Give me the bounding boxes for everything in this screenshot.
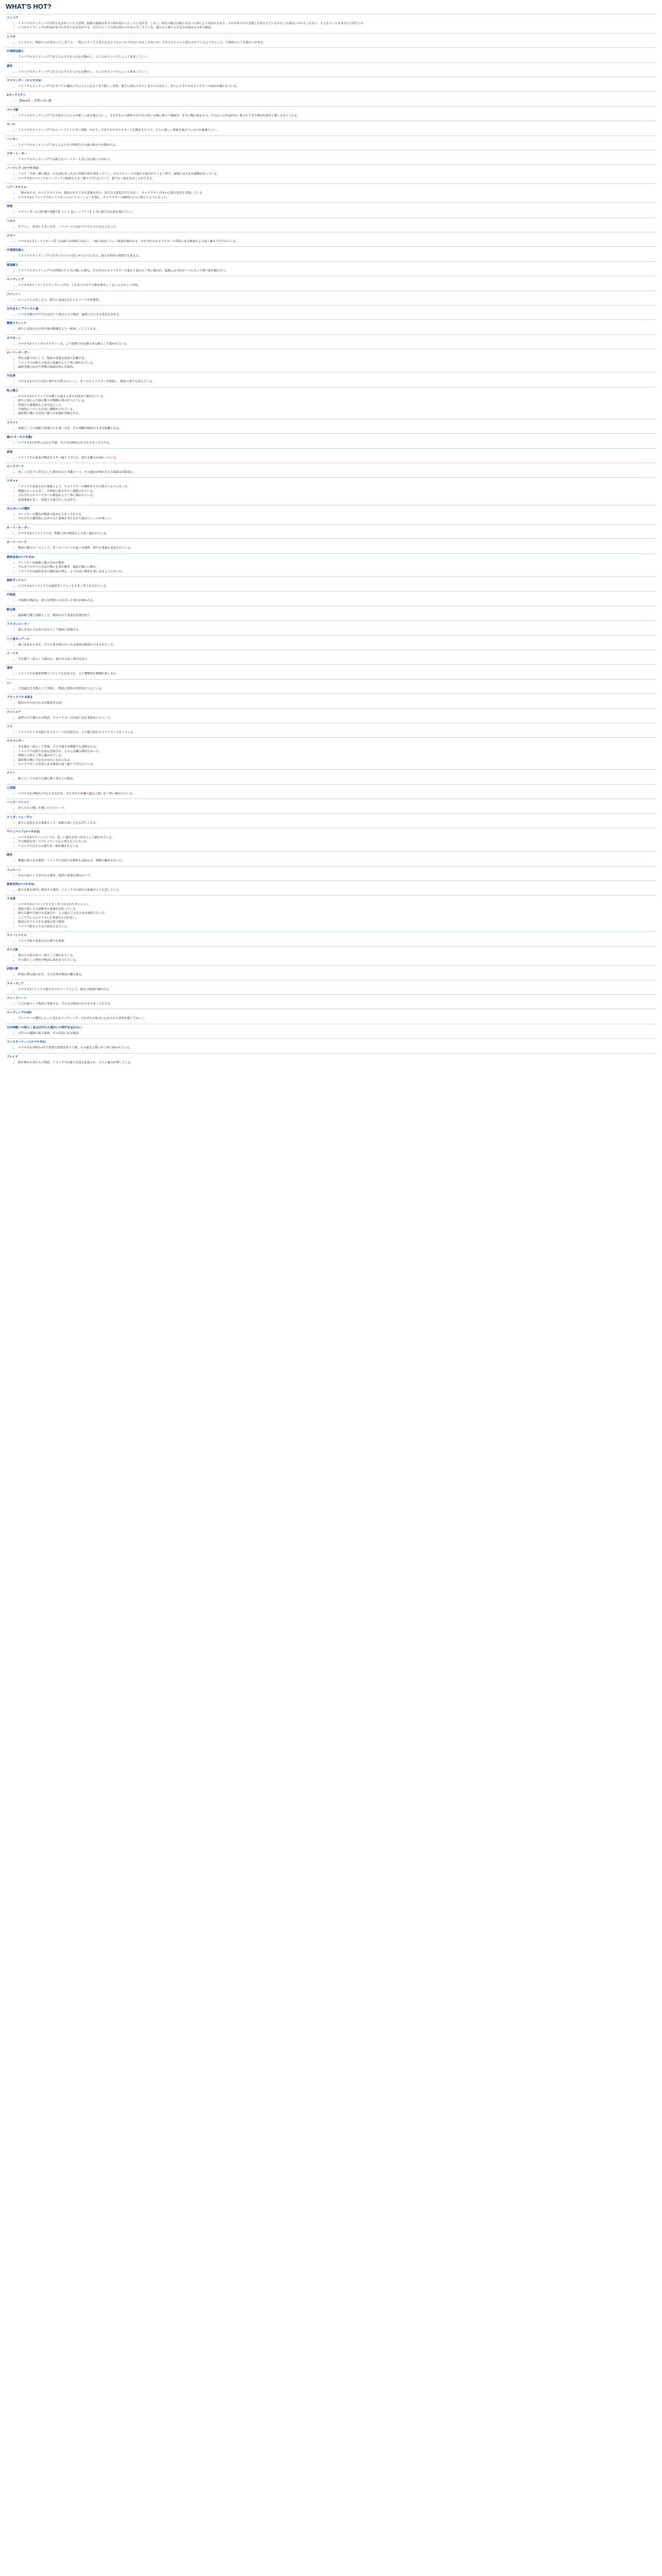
topic-section	[6, 91, 656, 103]
topic-comment: • 中陸地の物語は、新たな仲間との出会いと別れが描かれる。	[18, 599, 656, 603]
topic-section	[6, 1038, 656, 1050]
topic-comment-list	[18, 255, 656, 258]
topic-comment: • プレイヤーの選択によって変わるエンディング。それぞれの結末に込められた意味を感じてほしい。	[18, 1017, 656, 1021]
topic-section	[6, 799, 656, 810]
topic-title[interactable]: ハンターファイト	[6, 799, 656, 805]
topic-section	[6, 723, 656, 735]
topic-title[interactable]: クジンシー	[6, 291, 656, 297]
topic-comment: • リメイクのエンディングではすべての選択と共に人々に応えてきた新しい世界。勝手に終わらせてしまうのではなく、きちんと全てのキャラクターの結末が描かれている。	[18, 85, 656, 89]
topic-comment: • 悪夢の中で描かれる物語。キャラクターの内面に迫る重要なエピソード。	[18, 717, 656, 720]
topic-comment: • コミカルに、物語の人が変わってしまうと、一般にテストでも見られるようなレベルではないかもしれないが、それでもちゃんと成立させているようなところ、全体的にとても味わいがある。	[18, 41, 656, 45]
topic-comment-list	[18, 22, 656, 30]
topic-title[interactable]: コムルーン	[6, 866, 656, 872]
topic-comment-list	[18, 973, 656, 977]
topic-comment: • ノマド「今度一緒に旅を」の台詞をきっかけに仲間の絆が深まっていく。そのエピソードの流れや演出がとても丁寧で、最後には大きな感動が待っている。	[18, 173, 656, 176]
topic-comment-list	[18, 702, 656, 705]
topic-section	[6, 246, 656, 258]
topic-comment: • ロマサガ2【イーストガード】では新たな仲間と出会い、一緒に成長していく物語が描かれる。それぞれのキャラクターの背景にある物語もより深く掘り下げられている。	[18, 240, 656, 244]
topic-comment-list	[18, 299, 656, 302]
topic-title[interactable]: ハンター	[6, 135, 656, 142]
topic-title[interactable]: 特上戦士	[6, 387, 656, 393]
topic-comment-list	[18, 599, 656, 603]
topic-comment-list	[18, 173, 656, 181]
topic-comment-list	[18, 717, 656, 720]
topic-title[interactable]: ロックブーケ	[6, 463, 656, 469]
topic-comment: • 「姉のゆうき」のヘアスタイルは、物語の中で大きな意味を持つ。見た目の変化だけではなく、キャラクター自身の心境の変化も表現している。	[18, 192, 656, 195]
topic-comment: • リメイクのエンディングでは主人公とその仲間たちの旅の終わりが描かれる。	[18, 144, 656, 147]
topic-title[interactable]: ヒラガ	[6, 33, 656, 39]
section-list	[6, 14, 656, 1065]
topic-comment-list	[18, 903, 656, 928]
topic-title[interactable]: エンディング	[6, 276, 656, 282]
topic-title[interactable]: ナヨハ	[6, 232, 656, 238]
topic-comment-list	[18, 547, 656, 550]
topic-comment-list	[18, 442, 656, 445]
topic-comment-list	[18, 85, 656, 89]
topic-comment: • リメイクのエンディングでは全ての人々の思いがひとつになり、新たな時代の幕開けを迎える。	[18, 255, 656, 258]
topic-title[interactable]: 下水道	[6, 895, 656, 901]
topic-comment-list	[18, 687, 656, 691]
topic-comment: • 謎に包まれた存在。その正体が明らかになる場面は物語の大きな見どころ。	[18, 643, 656, 647]
topic-section	[6, 679, 656, 691]
topic-section	[6, 121, 656, 132]
topic-comment: • 戦闘のテンポも良く、全体的に遊びやすく調整されている。	[18, 490, 656, 494]
topic-section	[6, 635, 656, 647]
topic-comment-list	[18, 792, 656, 796]
topic-comment: • 最終盤の戦いでは特上戦士の真価が発揮される。	[18, 412, 656, 416]
topic-comment: • リメイクのエンディングでは新たなパートナーと共に次の旅へと向かう。	[18, 158, 656, 162]
topic-comment: • 巨大な船として物語に登場する。その力は物語の行方を大きく左右する。	[18, 1003, 656, 1006]
topic-section	[6, 77, 656, 89]
topic-comment: • 追加要素も多く、何度でも遊びたくなる作り。	[18, 499, 656, 502]
topic-comment: • ロマサガ2のリメイクで大きく作り直されたダンジョン。	[18, 903, 656, 907]
topic-comment-list	[18, 532, 656, 536]
topic-section	[6, 851, 656, 863]
topic-comment-list	[18, 485, 656, 502]
topic-comment: • 聖なる騎士団として、物語の重要な局面で活躍する。	[18, 357, 656, 361]
topic-section	[6, 814, 656, 825]
topic-comment-list	[18, 395, 656, 416]
topic-comment: • ビジュアルの美しさと、新たに追加されたエピソードが印象的。	[18, 299, 656, 302]
topic-title[interactable]: ノーマッド（ロマサガ2）	[6, 164, 656, 171]
topic-comment-list	[18, 658, 656, 662]
topic-comment: • 物語の舞台の一つとして、多くのイベントが起こる場所。新たな要素も追加されている。	[18, 547, 656, 550]
topic-title[interactable]: ブラックブラポ発言	[6, 693, 656, 700]
topic-section	[6, 419, 656, 431]
topic-comment-list	[18, 629, 656, 632]
topic-title[interactable]: エンディングの3択	[6, 1009, 656, 1015]
topic-comment: • 探索の楽しさと謎解きの要素が詰まっている。	[18, 908, 656, 911]
topic-comment-list	[18, 129, 656, 132]
topic-comment: • 新たに加わった技の数々が戦闘に深みを与えている。	[18, 399, 656, 403]
topic-section	[6, 994, 656, 1006]
topic-comment: • 仲間との連携技も大きな見どころ。	[18, 404, 656, 408]
topic-comment: • 新たに追加された要素として、探索の楽しさを広げてくれる。	[18, 822, 656, 825]
topic-section	[6, 305, 656, 317]
topic-comment-list	[18, 71, 656, 74]
topic-comment-list	[18, 380, 656, 384]
topic-comment: • リメイクのリマは新たなエピソードが追加され、より魅力的なキャラクターとなっている。	[18, 731, 656, 735]
topic-section	[6, 387, 656, 416]
topic-comment: • いつかエンディングの作品が本当に好きになる気がする。自分にとって大切な何かのために尽くすような、他の人と違う人生を歩み始める少年の物語。	[18, 26, 656, 30]
topic-title[interactable]: マイゴ豚	[6, 106, 656, 112]
topic-section	[6, 349, 656, 369]
topic-comment-list	[18, 313, 656, 317]
topic-section	[6, 708, 656, 720]
topic-title[interactable]: ホーリーオーダー	[6, 524, 656, 530]
topic-comment-list	[18, 328, 656, 331]
topic-title[interactable]: 天化祭	[6, 372, 656, 378]
topic-section	[6, 276, 656, 287]
topic-section	[6, 463, 656, 474]
topic-section	[6, 880, 656, 892]
topic-comment-list	[18, 427, 656, 431]
topic-comment: • ロマサガ2リメイクのボクオーンは、より狡猾で存在感のある敵として描かれている。	[18, 343, 656, 346]
topic-title[interactable]: 砂漠の影	[6, 965, 656, 971]
topic-comment-list	[18, 585, 656, 588]
topic-comment-list	[18, 144, 656, 147]
topic-section	[6, 606, 656, 618]
topic-comment: • ヤマランダーは【紅蓮の竜騎兵】として【ムーンライト】と共に新たな伝説を刻んでいく。	[18, 211, 656, 214]
topic-comment: • いつも冒険の中で自分を信じて進む人々の物語。最後には大きな成長を見せる。	[18, 313, 656, 317]
topic-title[interactable]: コンベア	[6, 14, 656, 20]
topic-title[interactable]: サラマンダー	[6, 737, 656, 743]
topic-comment: • プレイヤーの選択が物語の結末を大きく左右する。	[18, 513, 656, 517]
topic-section	[6, 538, 656, 550]
topic-section	[6, 524, 656, 536]
topic-section	[6, 217, 656, 229]
topic-title[interactable]: コウメイ	[6, 419, 656, 425]
topic-section	[6, 784, 656, 796]
topic-comment: • 不思議な生き物として登場し、物語に独特の雰囲気を与えている。	[18, 687, 656, 691]
topic-section	[6, 828, 656, 849]
topic-comment: • ロマサガ2の物語の中で重要な役割を担う人物。その過去と想いが丁寧に描かれている。	[18, 1046, 656, 1050]
topic-comment-list	[18, 889, 656, 892]
topic-title[interactable]: 斬込隊	[6, 606, 656, 612]
topic-section	[6, 33, 656, 45]
topic-title[interactable]: クローディア	[6, 980, 656, 986]
topic-comment: • ロマサガ2のリメイクでは戦士の強さと誇りが改めて描かれている。	[18, 395, 656, 399]
topic-comment: • リメイクのエンディングでは仲間たちと共に戦いに挑む。それぞれのキャラクターの強さと弱さが丁寧に描かれ、最後には全員が一つになって戦う姿が胸を打つ。	[18, 269, 656, 273]
topic-section	[6, 650, 656, 662]
topic-section	[6, 577, 656, 588]
topic-title[interactable]: ヴァンパイア(ロマサガ2)	[6, 828, 656, 834]
topic-comment: • リメイクでは新たな技も追加され、さらに活躍の場が広がった。	[18, 750, 656, 754]
topic-comment: • 仲間との絆も丁寧に描かれている。	[18, 754, 656, 758]
topic-section	[6, 946, 656, 962]
topic-comment-list	[18, 41, 656, 45]
topic-comment: • 火山の島として知られる場所。物語の重要な舞台の一つ。	[18, 874, 656, 878]
topic-comment: • リメイクのエンディングでは大陸全土の人々が新しい道を選んでいく。それぞれの人物がそれぞれの思いを胸に旅立つ場面は、本当に胸に残るもの。それはこの作品が長く愛されてきた理由を改めて感じさせてくれる。	[18, 114, 656, 118]
topic-title[interactable]: 通常	[6, 664, 656, 670]
topic-comment-list	[18, 1003, 656, 1006]
topic-section	[6, 448, 656, 460]
topic-comment: • キャラクターの背景にある物語も深く掘り下げられている。	[18, 763, 656, 767]
topic-comment: • 強大な竜の力を持つ存在として物語に登場する。	[18, 629, 656, 632]
topic-comment: • ロマサガ2の中でも特に華やかな祭りのシーン。多くのキャラクターが登場し、物語に彩りを添えている。	[18, 380, 656, 384]
topic-section	[6, 47, 656, 59]
topic-comment-list	[18, 357, 656, 369]
topic-comment-list	[18, 226, 656, 229]
topic-comment: • ロマサガ2のリメイクではヘアスタイルのバリエーションも増え、キャラクターの個性がさらに際立つようになった。	[18, 196, 656, 200]
topic-comment: • ロマサガ2のリメイクはノーマッドの物語も大きく掘り下げられていて、新たな一面を見ることができる。	[18, 177, 656, 181]
topic-section	[6, 202, 656, 214]
topic-section	[6, 931, 656, 943]
topic-comment-list	[18, 822, 656, 825]
topic-title[interactable]: 最(スターネス兵器)	[6, 433, 656, 439]
topic-comment: • ロマサガ2のリメイクでは、聖騎士団の物語もより深く描かれている。	[18, 532, 656, 536]
topic-title[interactable]: せんせいへの選択	[6, 505, 656, 511]
topic-comment-list	[18, 1017, 656, 1021]
topic-section	[6, 477, 656, 502]
topic-title[interactable]: コンスタンティン(ロマサガ2)	[6, 1038, 656, 1044]
topic-comment-list	[18, 731, 656, 735]
topic-comment-list	[18, 1061, 656, 1065]
topic-section	[6, 62, 656, 74]
topic-comment: • ロマサガ2のヴァンパイアは、悲しい過去を持つ存在として描かれている。	[18, 836, 656, 840]
topic-title[interactable]: 重装騎士	[6, 261, 656, 267]
topic-comment-list	[18, 988, 656, 992]
topic-comment: • リメイクのエンディングでは主人公すらも人の心を動かし、ところがコンベアによって成長していく。	[18, 56, 656, 59]
topic-title[interactable]: ドレッドノート	[6, 994, 656, 1001]
topic-comment-list	[18, 614, 656, 618]
topic-comment-list	[18, 1046, 656, 1050]
topic-section	[6, 150, 656, 162]
topic-section	[6, 135, 656, 147]
topic-comment: • 美しくも危うい存在として描かれる七英雄の一人。その過去が明かされる場面は印象深い。	[18, 471, 656, 474]
topic-section	[6, 895, 656, 928]
topic-comment: • リメイク版ならではの演出も見どころ。	[18, 925, 656, 929]
topic-comment: • ロマサガ2の物語の中心となる存在。それぞれの英雄の過去と想いが丁寧に描かれている。	[18, 792, 656, 796]
topic-title[interactable]: ナイトメア	[6, 708, 656, 715]
topic-comment: • 独自の文化を持つ一族として描かれている。	[18, 954, 656, 958]
topic-comment-list	[18, 158, 656, 162]
topic-comment: • 新たな敵や仕掛けも追加され、より遊びごたえのある場所となった。	[18, 912, 656, 916]
topic-title[interactable]: 陣形	[6, 851, 656, 857]
topic-comment: • 物語の中で語られる印象的な台詞。	[18, 702, 656, 705]
topic-comment-list	[18, 114, 656, 118]
topic-comment: • ロマサガ2の世界に伝わる兵器。その力は物語の行方を大きく左右する。	[18, 442, 656, 445]
topic-comment-list	[18, 513, 656, 521]
topic-section	[6, 591, 656, 603]
topic-comment: • ロマサガ2のリメイクのエンディングは、これまでの全ての旅を締めくくるにふさわしい内容。	[18, 284, 656, 287]
topic-section	[6, 232, 656, 244]
topic-section	[6, 106, 656, 118]
topic-title[interactable]: 東部	[6, 448, 656, 454]
topic-comment: • プレイヤーが最後に選ぶ皇帝の物語。	[18, 562, 656, 565]
topic-title[interactable]: 蒼府	[6, 62, 656, 69]
topic-title[interactable]: 中国語収録人	[6, 47, 656, 54]
topic-comment-list	[18, 807, 656, 810]
topic-comment: • 剣を極めた者たちの物語。リメイクでは新たな技も追加され、さらに魅力が増している。	[18, 1061, 656, 1065]
topic-comment-list	[18, 1032, 656, 1036]
topic-section	[6, 505, 656, 521]
topic-section	[6, 737, 656, 767]
topic-comment-list	[18, 192, 656, 200]
topic-comment: • 砂漠に潜む謎の存在。その正体が物語の鍵を握る。	[18, 973, 656, 977]
topic-title[interactable]: ナイト	[6, 769, 656, 775]
topic-comment: • ここで手に入るアイテムも重要なものが多い。	[18, 917, 656, 920]
topic-comment-list	[18, 745, 656, 767]
topic-title[interactable]: 馬場	[6, 202, 656, 209]
topic-comment-list	[18, 954, 656, 962]
topic-comment: • ロマサガ2のリメイクでは最終ダンジョンも大きく作り直されている。	[18, 585, 656, 588]
topic-section	[6, 372, 656, 384]
topic-comment-list	[18, 240, 656, 244]
topic-comment: • リメイク版で追加された新たな要素。	[18, 940, 656, 943]
topic-section	[6, 965, 656, 977]
topic-comment: • 最終決戦に向けた準備の場面は特に印象的。	[18, 366, 656, 369]
topic-comment: • その物語は多くのプレイヤーの心に残るものとなった。	[18, 840, 656, 844]
topic-title[interactable]: 中陸地	[6, 591, 656, 597]
topic-title[interactable]: デザート・ガー	[6, 150, 656, 156]
topic-section	[6, 1009, 656, 1021]
topic-comment-list	[18, 859, 656, 863]
topic-comment: • 戦闘の要となる陣形。リメイクでは新たな陣形も追加され、戦略の幅が広がった。	[18, 859, 656, 863]
topic-section	[6, 980, 656, 992]
topic-title[interactable]: ヤマランダー（ロマサガ2）	[6, 77, 656, 83]
topic-title[interactable]: ドラゴンルーラー	[6, 620, 656, 626]
topic-title[interactable]: ワンダーフォーゲル	[6, 814, 656, 820]
topic-comment: • リメイクではさらに新たな一面が描かれている。	[18, 845, 656, 849]
topic-comment: • 物語の中でも大きな意味を持つ場所。	[18, 921, 656, 924]
topic-comment-list	[18, 56, 656, 59]
topic-comment: • その暮らしと歴史が物語に深みを与えている。	[18, 959, 656, 962]
topic-title[interactable]: 最終ダンジョン	[6, 577, 656, 583]
topic-title[interactable]: 古代あるこプランの人達	[6, 305, 656, 311]
topic-title[interactable]: ホーリーオーダー	[6, 349, 656, 355]
topic-comment-list	[18, 99, 656, 103]
topic-comment-list	[18, 672, 656, 676]
topic-comment: • 最前線で戦う部隊として、物語の中で重要な役割を担う。	[18, 614, 656, 618]
topic-comment: • 【Deon】...非常に良い敵	[18, 99, 656, 103]
topic-comment: • 古代人の遺跡に眠る秘密。その真実に迫る物語。	[18, 1032, 656, 1036]
topic-comment: • 最終盤の戦いでは欠かせない存在となる。	[18, 759, 656, 762]
topic-title[interactable]: ホーリーパーク	[6, 538, 656, 545]
page	[0, 0, 662, 1065]
topic-section	[6, 291, 656, 302]
topic-comment: • それぞれの選択肢に込められた意味を考えながら進めていくのが楽しい。	[18, 517, 656, 521]
topic-section	[6, 14, 656, 30]
topic-comment: • ギブソン：希望と大きい存在。ヘリテージに向かう中で人々の支えとなった。	[18, 226, 656, 229]
topic-comment-list	[18, 284, 656, 287]
topic-comment: • 騎士としての誇りを胸に戦う者たちの物語。	[18, 777, 656, 781]
topic-comment: • 狩人たちの戦いを描いたエピソード。	[18, 807, 656, 810]
topic-comment-list	[18, 471, 656, 474]
topic-comment: • 全体的にバランスの良い調整がされている。	[18, 408, 656, 412]
topic-comment-list	[18, 836, 656, 849]
topic-section	[6, 769, 656, 781]
topic-comment: • リメイクのエンディングは作り込まれていたと評判。最後の最後は本当に何か変わったことに気付き、しかし、彼女の場合は彼と出会った事により気付かされた。それが本当の大き感じをあたえているからこそ面白いのかもしれない。そんなとことは本当に大切だった	[18, 22, 656, 26]
topic-section	[6, 553, 656, 574]
topic-section	[6, 866, 656, 878]
topic-title[interactable]: 最終皇帝(ロマサガ2)	[6, 553, 656, 560]
topic-title[interactable]: 精霊テクニック	[6, 319, 656, 326]
topic-comment-list	[18, 940, 656, 943]
topic-comment-list	[18, 643, 656, 647]
topic-comment: • 空を舞う一族として描かれ、独自の文化と歴史を持つ。	[18, 658, 656, 662]
topic-comment: • リメイクのエンディングでは主人公すらも人の心を動かし、ところがコンベアによって成長していく。	[18, 71, 656, 74]
topic-title[interactable]: ストーンバイス	[6, 931, 656, 938]
topic-comment: • それぞれのキャラクターの物語がより丁寧に描かれている。	[18, 494, 656, 498]
topic-title[interactable]: 八ツ星ボンアール	[6, 635, 656, 641]
topic-comment: • リメイクのエンディングではムーンナイトと共に冒険。やはり、今までのサガのスタイルを踏まえた上で、さらに新しい要素を加えているのが素晴らしい。	[18, 129, 656, 132]
topic-comment-list	[18, 456, 656, 460]
topic-title[interactable]: 2ポッドコラン	[6, 91, 656, 97]
topic-section	[6, 664, 656, 676]
topic-comment-list	[18, 343, 656, 346]
topic-section	[6, 433, 656, 445]
topic-title[interactable]: サイゴ族	[6, 946, 656, 952]
page-title: WHAT'S HOT?	[6, 3, 52, 10]
topic-section	[6, 1024, 656, 1036]
topic-comment-list	[18, 777, 656, 781]
topic-title[interactable]: フカク	[6, 217, 656, 224]
topic-comment: • リメイクでは彼らの信念と葛藤がより丁寧に描かれている。	[18, 362, 656, 365]
topic-comment-list	[18, 874, 656, 878]
topic-title[interactable]: ヘアースタイル	[6, 183, 656, 190]
topic-section	[6, 1053, 656, 1065]
topic-comment: • リメイクでは最終皇帝の選択肢も増え、より自由に物語を楽しめるようになった。	[18, 570, 656, 574]
topic-title[interactable]: 中国語収録人	[6, 246, 656, 252]
topic-title[interactable]: ブレイド	[6, 1053, 656, 1059]
topic-comment-list	[18, 211, 656, 214]
topic-section	[6, 620, 656, 632]
topic-title[interactable]: 七英雄	[6, 784, 656, 790]
topic-comment: • 火を操る一族として登場。その力強さが戦闘でも発揮される。	[18, 745, 656, 749]
topic-section	[6, 693, 656, 705]
topic-title[interactable]: モール	[6, 121, 656, 127]
topic-comment: • 新たな術を研究し開発する場所。リメイクでは研究の要素がより充実している。	[18, 889, 656, 892]
topic-comment-list	[18, 269, 656, 273]
topic-comment-list	[18, 562, 656, 574]
topic-comment: • リメイクでは東部の物語も大きく掘り下げられ、新たな魅力が加わっている。	[18, 456, 656, 460]
topic-section	[6, 334, 656, 346]
topic-comment: • リメイクでは通常攻撃のバランスも見直され、より戦略的な戦闘が楽しめる。	[18, 672, 656, 676]
topic-comment: • 軍師としての知略で仲間たちを導く存在。その判断が物語の大きな転機となる。	[18, 427, 656, 431]
topic-title[interactable]: ワギャル	[6, 477, 656, 483]
topic-comment: • ロマサガ2リメイクの新たなエピソードとして、彼女の物語が描かれる。	[18, 988, 656, 992]
topic-comment: • それまでの全ての皇帝の想いを受け継ぎ、最後の戦いに挑む。	[18, 566, 656, 569]
topic-title[interactable]: ムー	[6, 679, 656, 685]
topic-section	[6, 319, 656, 331]
topic-title[interactable]: 古代神殿への侵入 / 私は古代の人達がいた時代を忘れない	[6, 1024, 656, 1030]
topic-section	[6, 183, 656, 200]
topic-title[interactable]: リマ	[6, 723, 656, 729]
topic-title[interactable]: 術研究所(ロマサガ2)	[6, 880, 656, 887]
topic-title[interactable]: ボクオーン	[6, 334, 656, 341]
topic-section	[6, 164, 656, 181]
topic-title[interactable]: イーリス	[6, 650, 656, 656]
topic-comment: • 新たに追加された技や術が戦闘をより一層楽しくしてくれる。	[18, 328, 656, 331]
topic-section	[6, 261, 656, 273]
topic-comment: • リメイクで追加された要素により、キャラクターの個性がさらに際立つようになった。	[18, 485, 656, 489]
